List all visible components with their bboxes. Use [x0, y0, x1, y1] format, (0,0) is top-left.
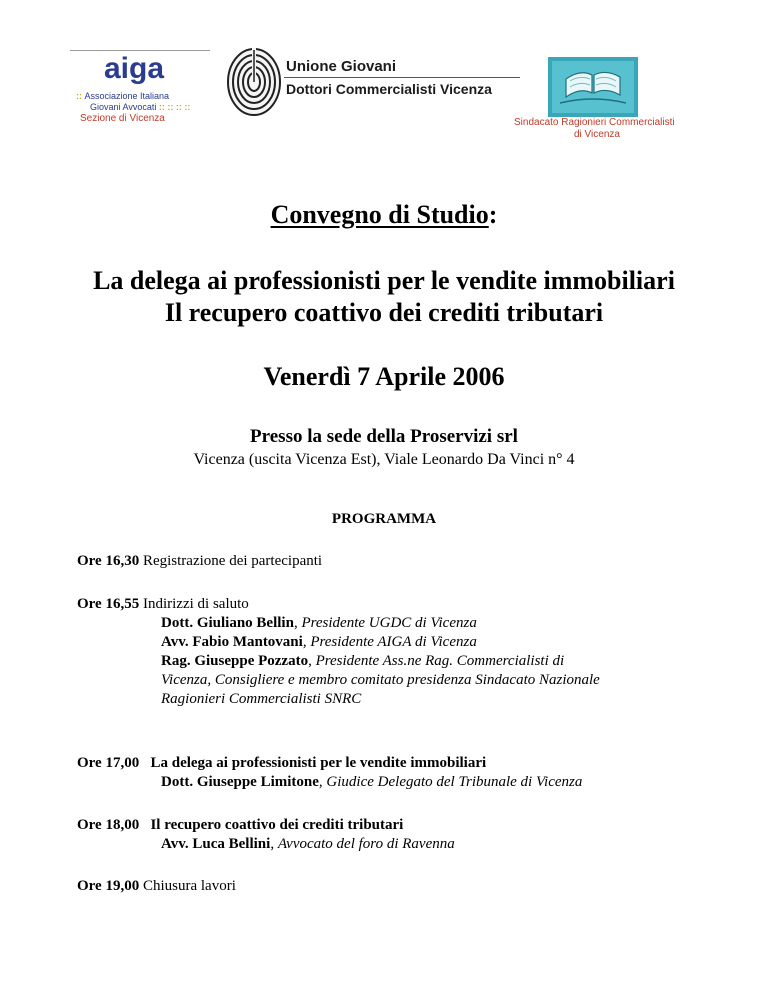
speaker-line: Rag. Giuseppe Pozzato, Presidente Ass.ne Rag. Commercialisti di	[161, 653, 565, 669]
program-item	[77, 878, 236, 895]
speaker-line: Dott. Giuseppe Limitone, Giudice Delegato del Tribunale di Vicenza	[161, 774, 583, 790]
program-item	[77, 596, 249, 613]
venue-address: Vicenza (uscita Vicenza Est), Viale Leonardo Da Vinci n° 4	[193, 451, 575, 468]
ugdc-rule	[284, 77, 520, 78]
speaker-role-cont: Ragionieri Commercialisti SNRC	[161, 691, 362, 707]
speaker-role: Presidente Ass.ne Rag. Commercialisti di	[315, 653, 565, 669]
speaker-line: Dott. Giuliano Bellin, Presidente UGDC di Vicenza	[161, 615, 477, 631]
speaker-role: Avvocato del foro di Ravenna	[277, 836, 455, 852]
book-icon	[548, 57, 638, 117]
speaker-name: Avv. Fabio Mantovani	[161, 634, 303, 650]
labyrinth-icon	[226, 46, 282, 118]
program-text: Chiusura lavori	[142, 878, 236, 894]
speaker-role: Presidente AIGA di Vicenza	[310, 634, 477, 650]
program-text: Registrazione dei partecipanti	[142, 553, 323, 569]
program-text: Indirizzi di saluto	[142, 596, 249, 612]
speaker-role: Presidente UGDC di Vicenza	[301, 615, 477, 631]
program-time: Ore 16,55	[77, 596, 140, 612]
ugdc-line2: Dottori Commercialisti Vicenza	[286, 81, 492, 97]
aiga-wordmark: aiga	[104, 52, 165, 85]
snrc-logo	[514, 57, 675, 140]
program-time: Ore 18,00	[77, 817, 140, 833]
program-item	[77, 817, 403, 834]
speaker-line: Avv. Luca Bellini, Avvocato del foro di Ravenna	[161, 836, 455, 852]
ugdc-line1: Unione Giovani	[286, 58, 397, 75]
speaker-line: Avv. Fabio Mantovani, Presidente AIGA di Vicenza	[161, 634, 477, 650]
aiga-line1: :: Associazione Italiana	[76, 91, 170, 101]
subtitle-line2: Il recupero coattivo dei crediti tributari	[164, 298, 604, 327]
speaker-role: Giudice Delegato del Tribunale di Vicenza	[326, 774, 583, 790]
program-item	[77, 553, 322, 570]
program-heading: PROGRAMMA	[331, 511, 437, 527]
aiga-logo-rule	[70, 50, 210, 51]
speaker-name: Dott. Giuliano Bellin	[161, 615, 294, 631]
venue-title: Presso la sede della Proservizi srl	[250, 426, 518, 447]
program-item	[77, 755, 486, 772]
snrc-line2: di Vicenza	[574, 129, 620, 140]
aiga-dots-icon: :: :: :: ::	[156, 102, 191, 112]
speaker-name: Avv. Luca Bellini	[161, 836, 271, 852]
aiga-section: Sezione di Vicenza	[80, 113, 165, 124]
program-time: Ore 17,00	[77, 755, 140, 771]
snrc-line1: Sindacato Ragionieri Commercialisti	[514, 117, 675, 128]
event-date: Venerdì 7 Aprile 2006	[263, 362, 505, 391]
subtitle-line1: La delega ai professionisti per le vendite immobiliari	[93, 266, 675, 295]
speaker-name: Rag. Giuseppe Pozzato	[161, 653, 309, 669]
program-text: Il recupero coattivo dei crediti tributari	[150, 817, 404, 833]
aiga-logo	[70, 50, 210, 128]
program-time: Ore 16,30	[77, 553, 140, 569]
speaker-role-cont: Vicenza, Consigliere e membro comitato presidenza Sindacato Nazionale	[161, 672, 600, 688]
page-title: Convegno di Studio:	[270, 200, 498, 229]
ugdc-logo	[226, 44, 526, 120]
aiga-dots-icon: ::	[76, 91, 85, 101]
speaker-name: Dott. Giuseppe Limitone	[161, 774, 319, 790]
aiga-line2: Giovani Avvocati :: :: :: ::	[90, 102, 191, 112]
program-text: La delega ai professionisti per le vendite immobiliari	[150, 755, 487, 771]
program-time: Ore 19,00	[77, 878, 140, 894]
